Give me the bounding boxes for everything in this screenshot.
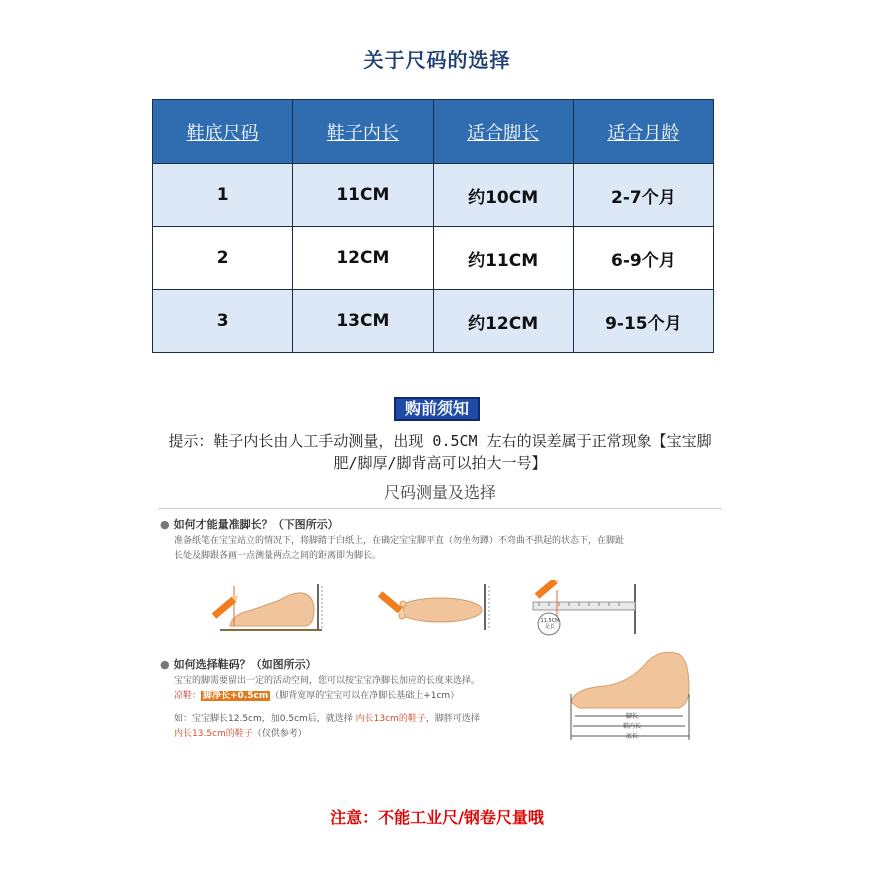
example-line-1 bbox=[174, 712, 554, 727]
page-title: 关于尺码的选择 bbox=[363, 48, 511, 72]
example-part-a: 如：宝宝脚长12.5cm，加0.5cm后，就选择 bbox=[174, 714, 356, 724]
sandal-note: （脚背宽厚的宝宝可以在净脚长基础上+1cm） bbox=[270, 691, 460, 701]
cell-foot-length: 约12CM bbox=[433, 290, 573, 353]
foot-top-illustration bbox=[375, 580, 500, 638]
warning-text: 注意：不能工业尺/钢卷尺量哦 bbox=[330, 808, 544, 827]
cell-foot-length: 约11CM bbox=[433, 227, 573, 290]
bullet-icon: ● bbox=[160, 658, 170, 671]
example-part-b: ，脚胖可选择 bbox=[425, 714, 480, 724]
header-foot-length: 适合脚长 bbox=[433, 100, 573, 164]
legend-sole-length: 底长 bbox=[625, 733, 638, 740]
measure-badge-label: 足长 bbox=[544, 624, 555, 630]
example-line-2 bbox=[174, 727, 554, 742]
header-sole-size: 鞋底尺码 bbox=[153, 100, 293, 164]
header-age: 适合月龄 bbox=[573, 100, 713, 164]
question-measure-text: 如何才能量准脚长？（下图所示） bbox=[173, 518, 339, 531]
ruler-illustration bbox=[525, 580, 645, 640]
length-legend bbox=[602, 712, 662, 742]
example-size-highlight: 内长13cm的鞋子 bbox=[355, 714, 426, 724]
divider bbox=[158, 508, 722, 509]
tip-line-2: 肥/脚厚/脚背高可以拍大一号】 bbox=[333, 454, 547, 472]
tip-line-1: 提示：鞋子内长由人工手动测量，出现 0.5CM 左右的误差属于正常现象【宝宝脚 bbox=[168, 432, 712, 450]
cell-inner-length: 12CM bbox=[293, 227, 433, 290]
example-reference-note: （仅供参考） bbox=[252, 729, 307, 739]
question-choose bbox=[160, 656, 317, 672]
measure-instructions bbox=[174, 534, 714, 564]
bullet-icon: ● bbox=[160, 518, 170, 531]
header-inner-length: 鞋子内长 bbox=[293, 100, 433, 164]
question-measure bbox=[160, 516, 339, 532]
table-row bbox=[153, 290, 714, 353]
table-header-row bbox=[153, 100, 714, 164]
cell-inner-length: 11CM bbox=[293, 164, 433, 227]
table-row bbox=[153, 164, 714, 227]
cell-age: 9-15个月 bbox=[573, 290, 713, 353]
cell-size: 3 bbox=[153, 290, 293, 353]
measure-instructions-line-1: 准备纸笔在宝宝站立的情况下，将脚踏于白纸上，在确定宝宝脚平直（勿坐勿蹲）不弯曲不拱起的状态下，在脚趾 bbox=[174, 536, 625, 546]
cell-size: 2 bbox=[153, 227, 293, 290]
cell-inner-length: 13CM bbox=[293, 290, 433, 353]
example-alt-size: 内长13.5cm的鞋子 bbox=[174, 729, 253, 739]
cell-size: 1 bbox=[153, 164, 293, 227]
guide-title: 尺码测量及选择 bbox=[383, 483, 496, 502]
measure-badge-value: 11.5CM bbox=[540, 618, 560, 624]
cell-foot-length: 约10CM bbox=[433, 164, 573, 227]
choose-instructions bbox=[174, 674, 554, 704]
question-choose-text: 如何选择鞋码？（如图所示） bbox=[173, 658, 317, 671]
size-table bbox=[152, 99, 714, 353]
table-row bbox=[153, 227, 714, 290]
sandal-rule bbox=[174, 689, 554, 704]
cell-age: 6-9个月 bbox=[573, 227, 713, 290]
legend-inner-length: 鞋内长 bbox=[622, 723, 641, 730]
measure-badge bbox=[540, 618, 560, 630]
tip-text bbox=[150, 430, 730, 474]
foot-side-illustration bbox=[210, 580, 330, 638]
sandal-formula: 脚净长+0.5cm bbox=[203, 691, 269, 701]
measure-instructions-line-2: 长处及脚跟各画一点测量两点之间的距离即为脚长。 bbox=[174, 551, 382, 561]
choose-instructions-line-1: 宝宝的脚需要留出一定的活动空间，您可以按宝宝净脚长加应的长度来选择。 bbox=[174, 676, 481, 686]
sandal-label: 凉鞋： bbox=[174, 691, 202, 701]
example-text bbox=[174, 712, 554, 742]
purchase-notice-badge: 购前须知 bbox=[394, 397, 480, 421]
measurement-guide bbox=[150, 476, 730, 766]
legend-foot-length: 脚长 bbox=[625, 713, 638, 720]
cell-age: 2-7个月 bbox=[573, 164, 713, 227]
